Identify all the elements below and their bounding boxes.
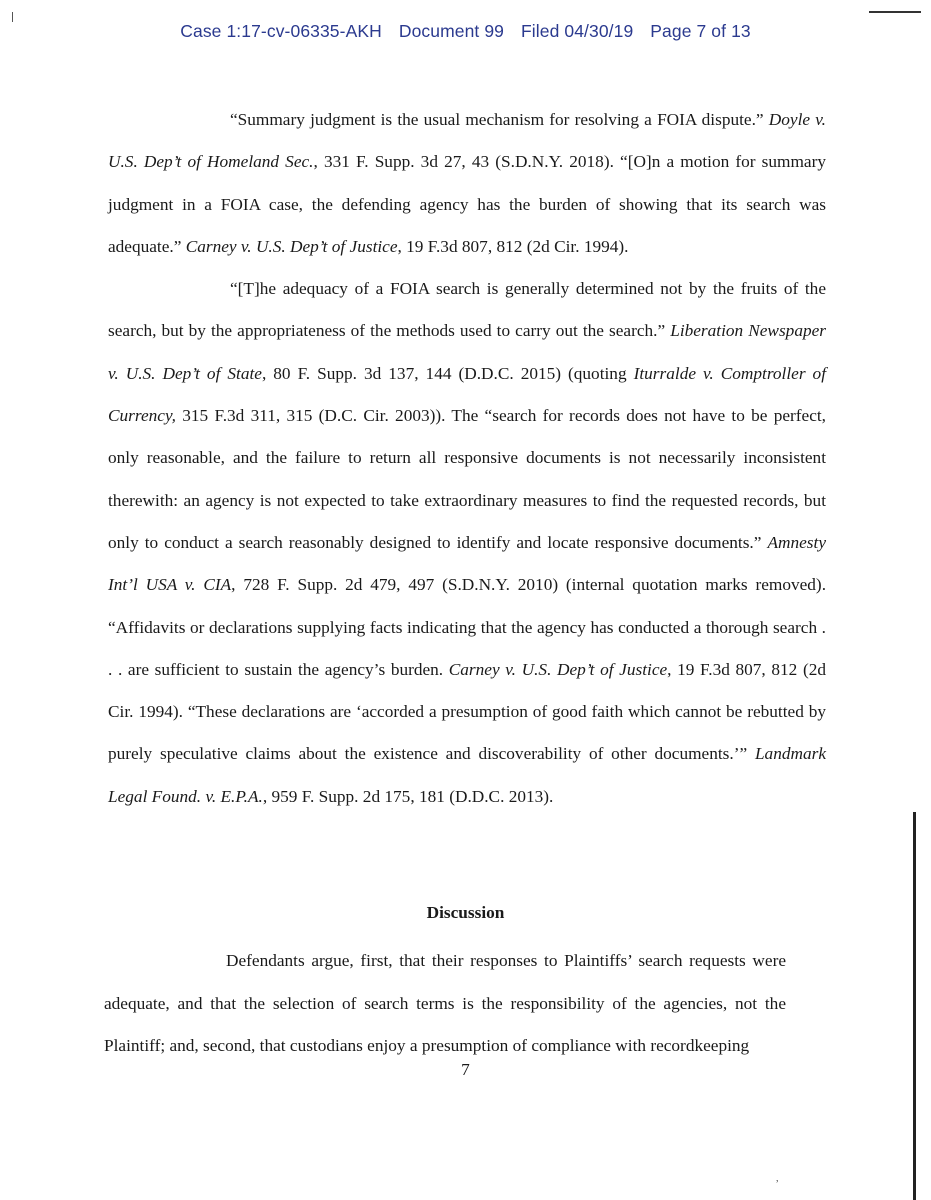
- text-run: “[T]he adequacy of a FOIA search is generally determined not by the fruits of the search, but by the appropriateness of the methods used to carry out the search.”: [108, 279, 826, 341]
- text-run: , 80 F. Supp. 3d 137, 144 (D.D.C. 2015) (quoting: [261, 363, 634, 383]
- text-run: “Summary judgment is the usual mechanism for resolving a FOIA dispute.”: [230, 110, 769, 129]
- filed-date: Filed 04/30/19: [520, 21, 634, 41]
- legal-standard-section: [108, 99, 826, 818]
- scan-artifact-dot: ,: [776, 1173, 779, 1184]
- paragraph-discussion: Defendants argue, first, that their responses to Plaintiffs’ search requests were adequate, and that the selection of search terms is the responsibility of the agencies, not the Plaintiff; and, second, that custodians enjoy a presumption of compliance with recordkeeping: [104, 951, 786, 1055]
- page-number: 7: [461, 1060, 470, 1079]
- paragraph-summary-judgment: [108, 99, 826, 268]
- text-run: , 959 F. Supp. 2d 175, 181 (D.D.C. 2013).: [262, 786, 554, 806]
- text-run: , 728 F. Supp. 2d 479, 497 (S.D.N.Y. 2010) (internal quotation marks removed). “Affidavits or declarations supplying facts indicating that the agency has conducted a thorough search . . . are sufficient to sustain the agency’s burden.: [108, 575, 827, 679]
- case-citation: Doyle v. U.S. Dep’t of Homeland Sec.: [108, 110, 826, 172]
- case-citation: Liberation Newspaper v. U.S. Dep’t of State: [108, 321, 827, 383]
- discussion-section: [104, 940, 786, 1068]
- case-citation: Carney v. U.S. Dep’t of Justice: [185, 236, 398, 256]
- text-run: , 19 F.3d 807, 812 (2d Cir. 1994). “These declarations are ‘accorded a presumption of good faith which cannot be rebutted by purely speculative claims about the existence and discoverability of other documents.’”: [108, 659, 826, 764]
- paragraph-search-adequacy: [108, 268, 826, 818]
- text-run: , 19 F.3d 807, 812 (2d Cir. 1994).: [397, 236, 629, 256]
- case-citation: Carney v. U.S. Dep’t of Justice: [448, 659, 668, 679]
- court-filing-header: [0, 21, 931, 42]
- page-indicator: Page 7 of 13: [650, 21, 751, 41]
- text-run: , 331 F. Supp. 3d 27, 43 (S.D.N.Y. 2018). “[O]n a motion for summary judgment in a FOIA case, the defending agency has the burden of showing that its search was adequate.”: [108, 152, 826, 256]
- case-citation: Amnesty Int’l USA v. CIA: [108, 532, 826, 595]
- document-number: Document 99: [398, 21, 505, 41]
- scan-artifact-top-line: [869, 11, 921, 13]
- scan-artifact-right-edge: [913, 812, 916, 1200]
- case-citation: Landmark Legal Found. v. E.P.A.: [108, 744, 826, 806]
- discussion-heading: Discussion: [426, 903, 505, 922]
- text-run: 315 F.3d 311, 315 (D.C. Cir. 2003)). The “search for records does not have to be perfect, only reasonable, and the failure to return all responsive documents is not necessarily inconsistent therewith: an agency is not expected to take extraordinary measures to find the requested records, but only to conduct a search reasonably designed to identify and locate responsive documents.”: [108, 406, 826, 552]
- case-number: Case 1:17-cv-06335-AKH: [180, 21, 382, 41]
- case-citation: Iturralde v. Comptroller of Currency,: [108, 363, 827, 426]
